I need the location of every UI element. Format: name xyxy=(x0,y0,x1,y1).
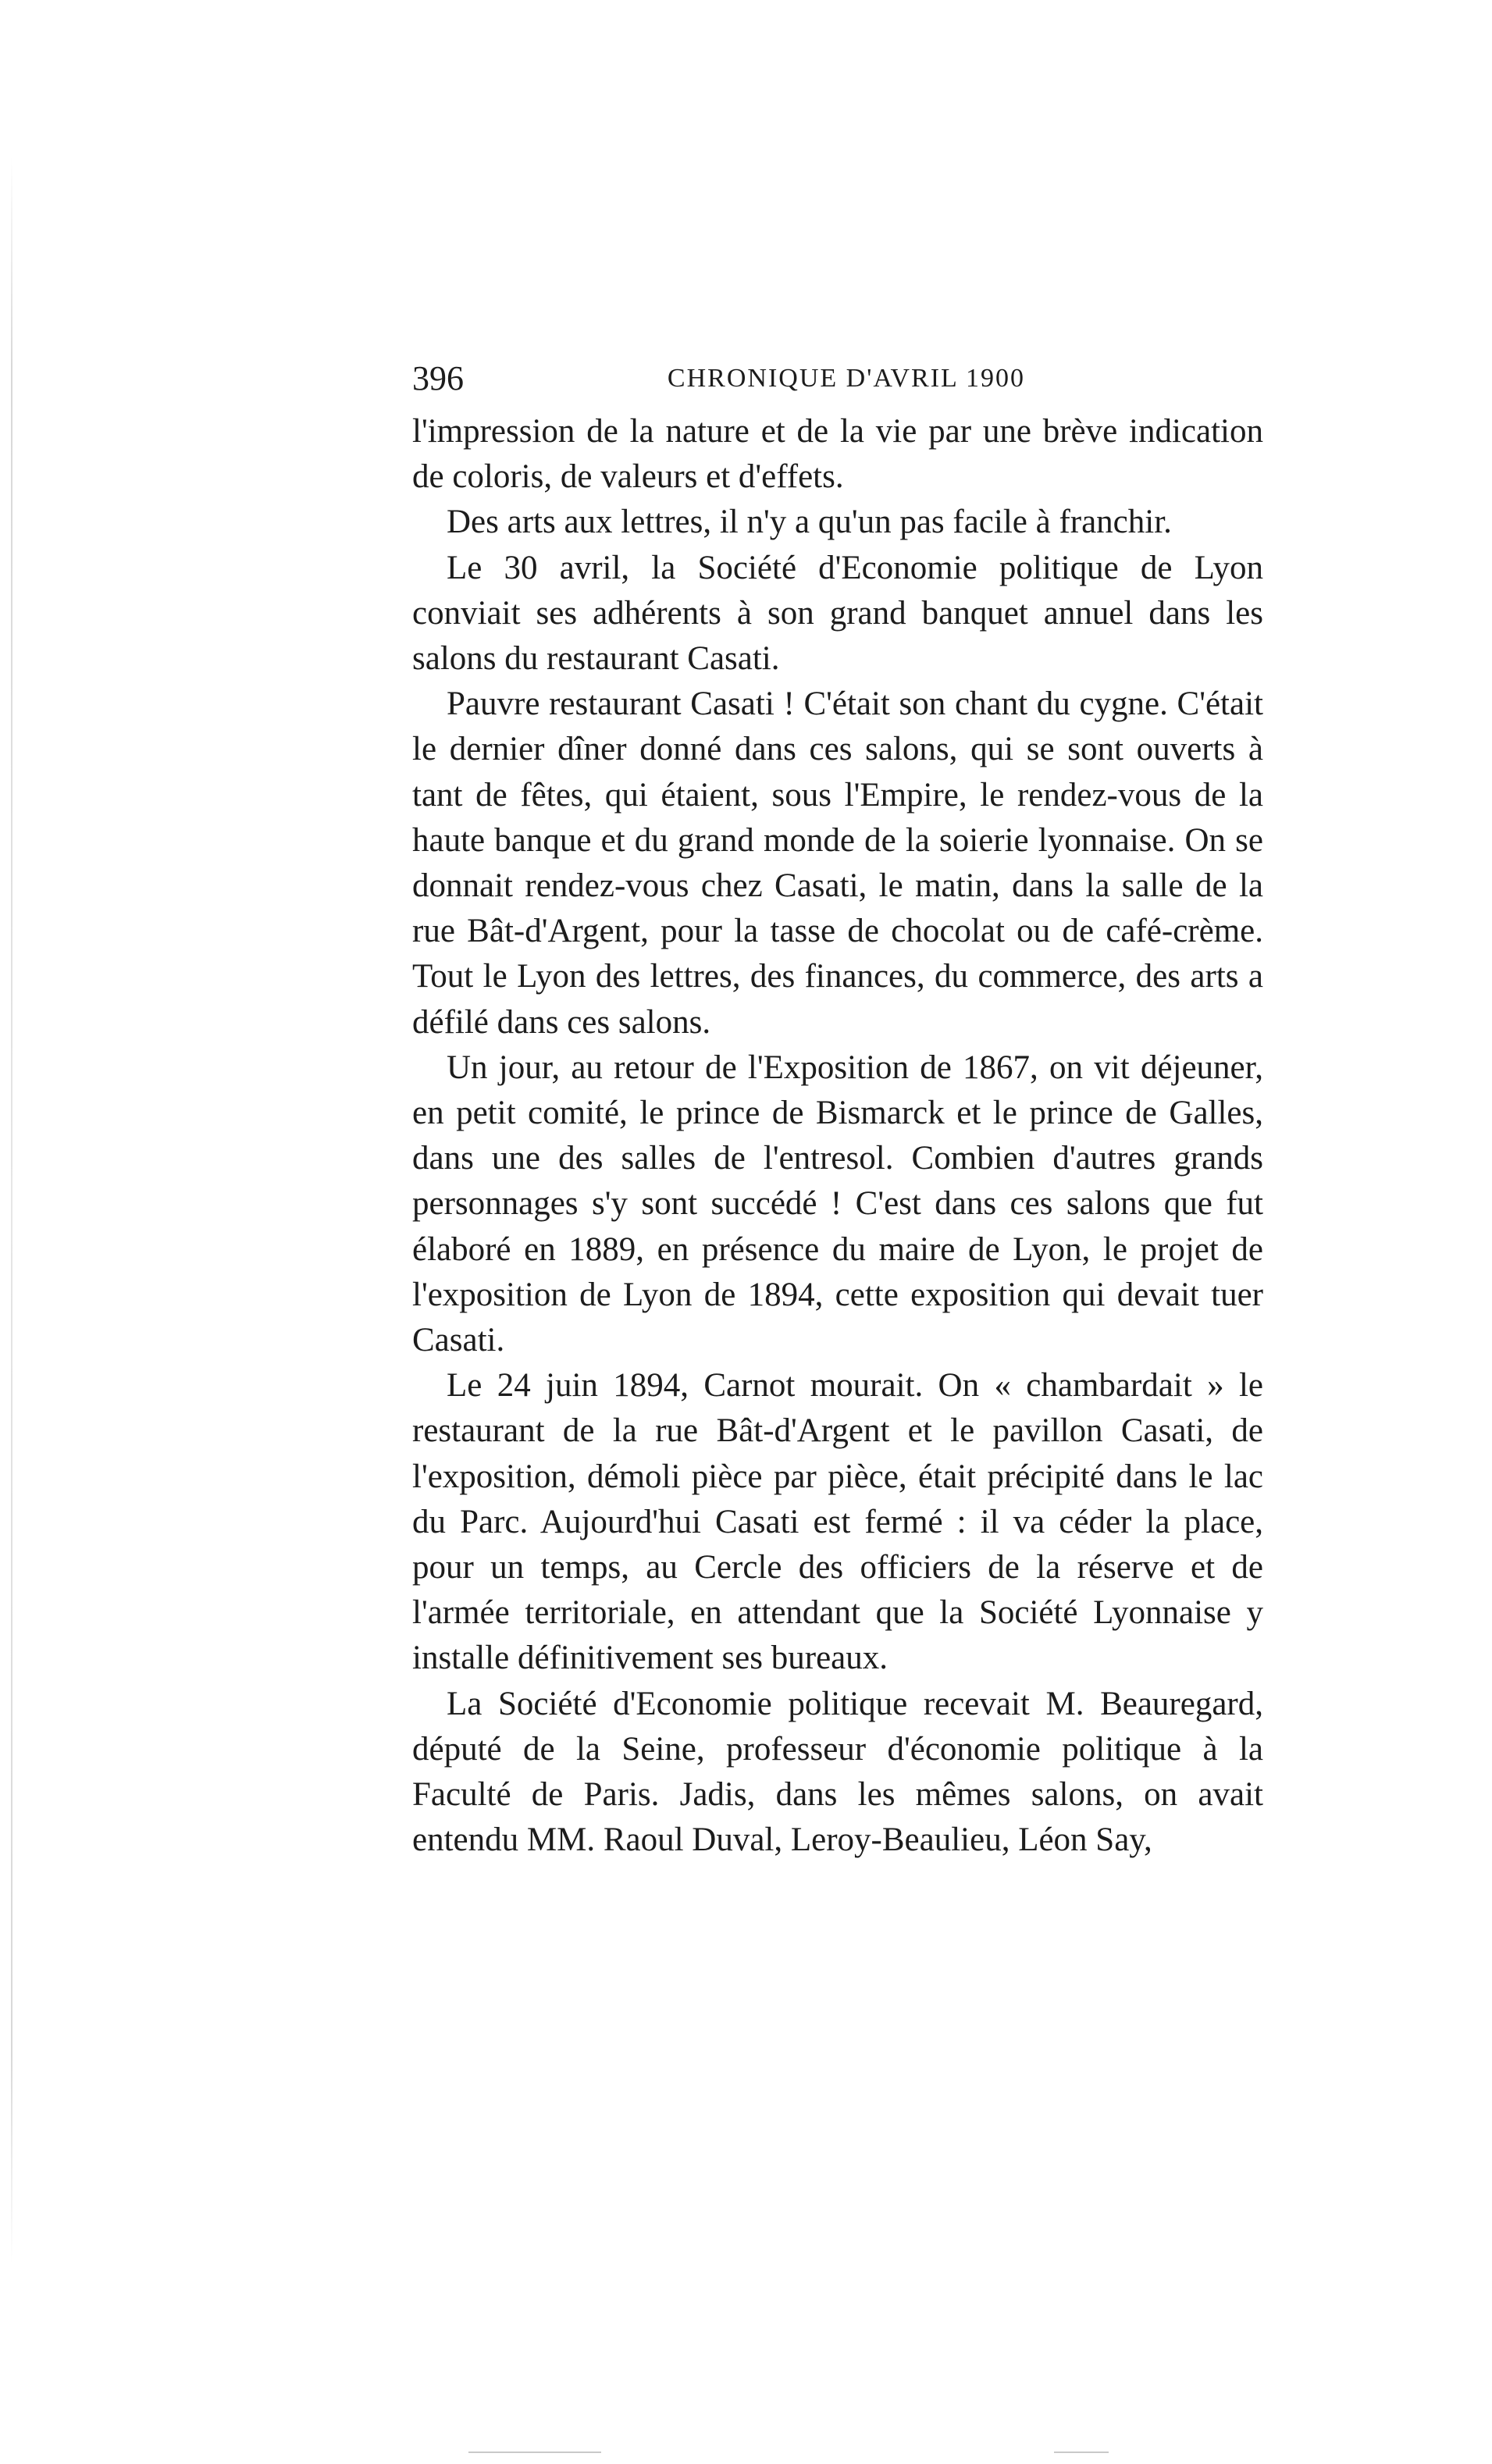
paragraph: Le 24 juin 1894, Carnot mourait. On « chambardait » le restaurant de la rue Bât-d'Argent et le pavillon Casati, de l'exposition, démoli pièce par pièce, était précipité dans le lac du Parc. Aujourd'hui Casati est fermé : il va céder la place, pour un temps, au Cercle des officiers de la réserve et de l'armée territoriale, en attendant que la Société Lyonnaise y installe définitivement ses bureaux. xyxy=(412,1367,1263,1677)
paragraph: Pauvre restaurant Casati ! C'était son chant du cygne. C'était le dernier dîner donné dans ces salons, qui se sont ouverts à tant de fêtes, qui étaient, sous l'Empire, le rendez-vous de la haute banque et du grand monde de la soierie lyonnaise. On se donnait rendez-vous chez Casati, le matin, dans la salle de la rue Bât-d'Argent, pour la tasse de chocolat ou de café-crème. Tout le Lyon des lettres, des finances, du commerce, des arts a défilé dans ces salons. xyxy=(412,685,1263,1041)
running-head xyxy=(412,355,1280,402)
paragraph: Un jour, au retour de l'Exposition de 1867, on vit déjeuner, en petit comité, le prince de Bismarck et le prince de Galles, dans une des salles de l'entresol. Combien d'autres grands personnages s'y sont succédé ! C'est dans ces salons que fut élaboré en 1889, en présence du maire de Lyon, le projet de l'exposition de Lyon de 1894, cette exposition qui devait tuer Casati. xyxy=(412,1049,1263,1359)
page-number: 396 xyxy=(412,359,464,397)
body-text xyxy=(412,409,1263,1864)
footer-rule xyxy=(468,2452,601,2453)
paragraph: l'impression de la nature et de la vie par une brève indication de coloris, de valeurs et d'effets. xyxy=(412,413,1263,496)
footer-rule xyxy=(1054,2452,1109,2453)
paragraph: La Société d'Economie politique recevait M. Beauregard, député de la Seine, professeur d'économie politique à la Faculté de Paris. Jadis, dans les mêmes salons, on avait entendu MM. Raoul Duval, Leroy-Beaulieu, Léon Say, xyxy=(412,1685,1263,1859)
paragraph: Le 30 avril, la Société d'Economie politique de Lyon conviait ses adhérents à son grand banquet annuel dans les salons du restaurant Casati. xyxy=(412,549,1263,678)
paragraph: Des arts aux lettres, il n'y a qu'un pas facile à franchir. xyxy=(447,504,1172,541)
running-title: CHRONIQUE D'AVRIL 1900 xyxy=(667,364,1026,393)
scan-edge-shadow xyxy=(11,156,12,2264)
